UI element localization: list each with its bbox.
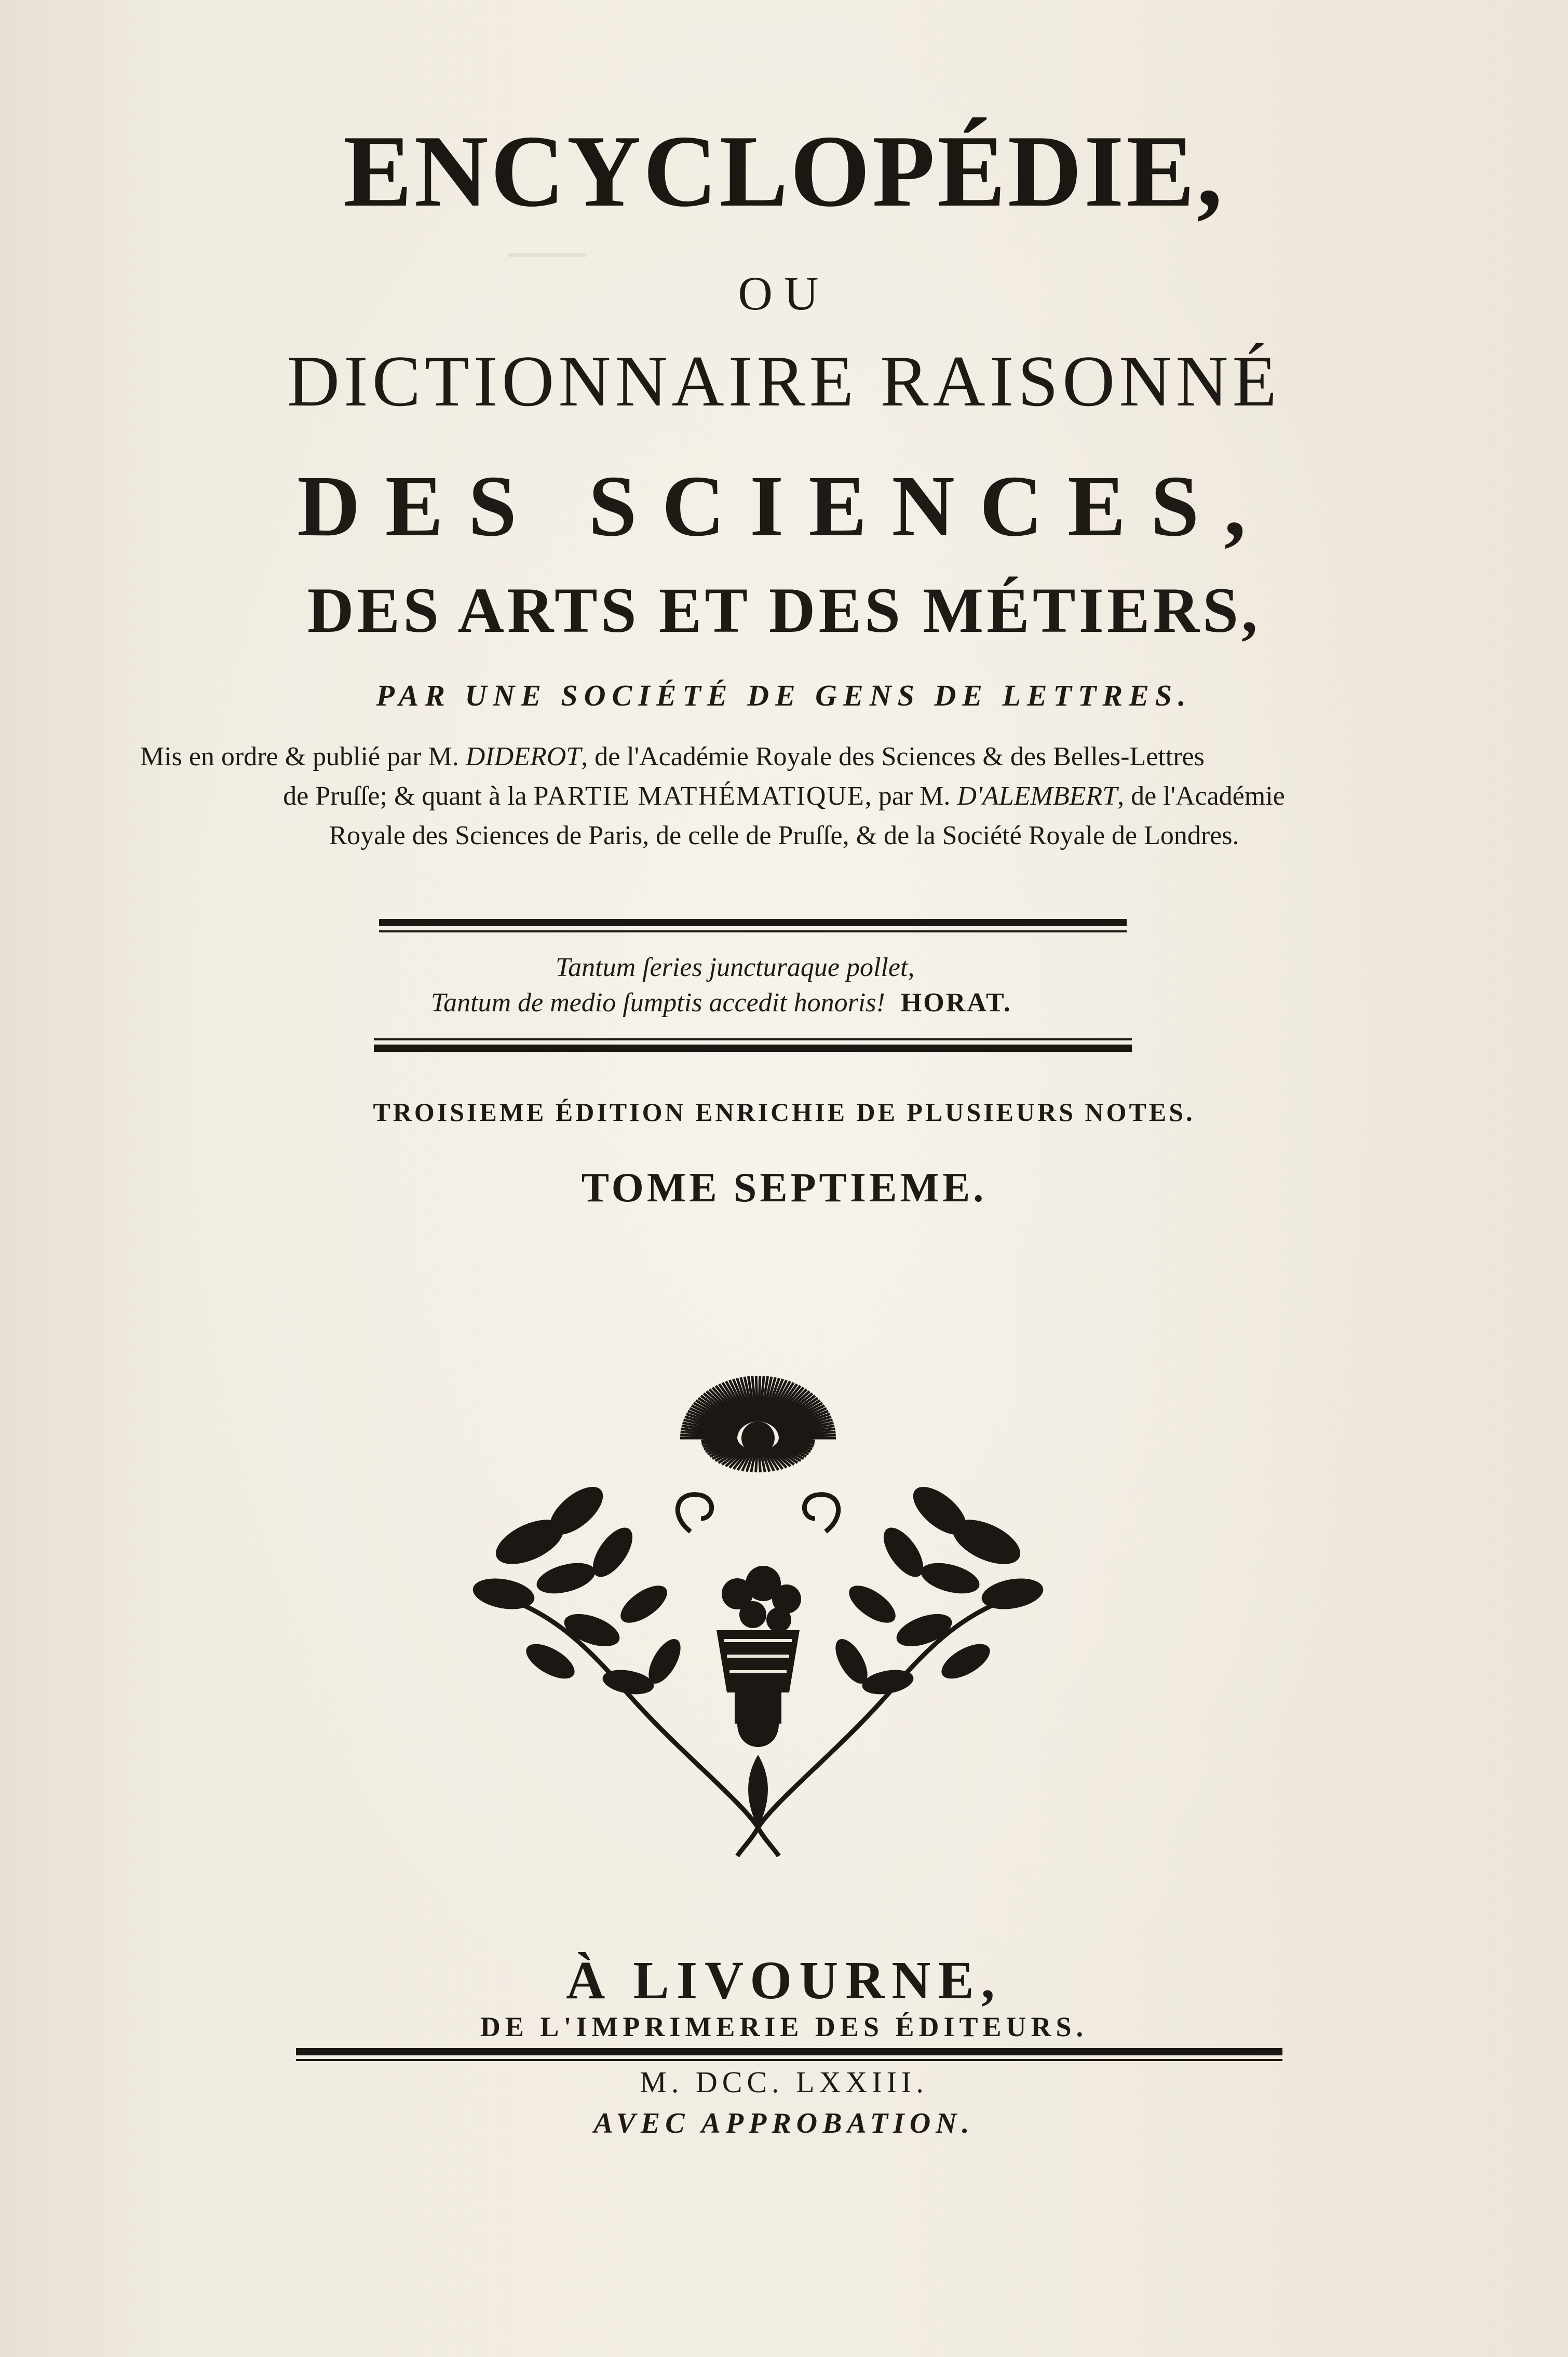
editors-text: Mis en ordre & publié par M. [140,742,466,771]
editor-dalembert: D'ALEMBERT [957,781,1118,811]
rule-bottom-thick [296,2048,1282,2055]
editors-line-3: Royale des Sciences de Paris, de celle de Pruſſe, & de la Société Royale de Londres. [329,821,1239,850]
editors-text: de Pruſſe; & quant à la [283,781,534,811]
flower-basket-icon [717,1566,801,1827]
printers-ornament [447,1371,1070,1859]
rule-bottom-thin [296,2059,1282,2061]
rule-top-thick [379,919,1127,926]
imprint-printer: DE L'IMPRIMERIE DES ÉDITEURS. [480,2011,1088,2042]
page-title: ENCYCLOPÉDIE, [343,114,1225,228]
subtitle-sciences: DES SCIENCES, [297,458,1271,554]
foliage-left [470,1478,687,1698]
rule-mid-thin [374,1038,1132,1040]
editors-text: , par M. [864,781,957,811]
foliage-right [829,1478,1046,1698]
editors-text: , de l'Académie [1117,781,1285,811]
subtitle-arts: DES ARTS ET DES MÉTIERS, [307,575,1261,646]
subtitle-dictionnaire: DICTIONNAIRE RAISONNÉ [287,341,1281,422]
rule-mid-thick [374,1045,1132,1052]
imprint-date: M. DCC. LXXIII. [640,2065,928,2099]
authorship-line: PAR UNE SOCIÉTÉ DE GENS DE LETTRES. [376,679,1192,712]
rule-top-thin [379,930,1127,932]
imprint-place: À LIVOURNE, [566,1950,1002,2010]
title-conjunction: OU [738,267,830,320]
sun-center [741,1421,775,1455]
sun-ray [756,1376,758,1421]
editors-line-1 [140,737,1428,777]
partie-mathematique: PARTIE MATHÉMATIQUE [533,781,865,811]
bleed-through-texture: — [509,204,602,290]
approbation-line: AVEC APPROBATION. [593,2107,975,2139]
editor-diderot: DIDEROT [465,742,582,771]
editors-line-2 [140,777,1428,816]
editors-text: , de l'Académie Royale des Sciences & des Belles-Lettres [581,742,1205,771]
motto-line-1: Tantum ſeries juncturaque pollet, [556,953,915,982]
motto-author: HORAT. [900,988,1012,1018]
motto-line-2 [384,985,1215,1021]
latin-motto [384,950,1215,1021]
editors-paragraph [140,737,1428,856]
motto-text: Tantum de medio ſumptis accedit honoris! [431,988,885,1018]
volume-line: TOME SEPTIEME. [581,1165,987,1211]
edition-line: TROISIEME ÉDITION ENRICHIE DE PLUSIEURS NOTES. [373,1098,1195,1127]
